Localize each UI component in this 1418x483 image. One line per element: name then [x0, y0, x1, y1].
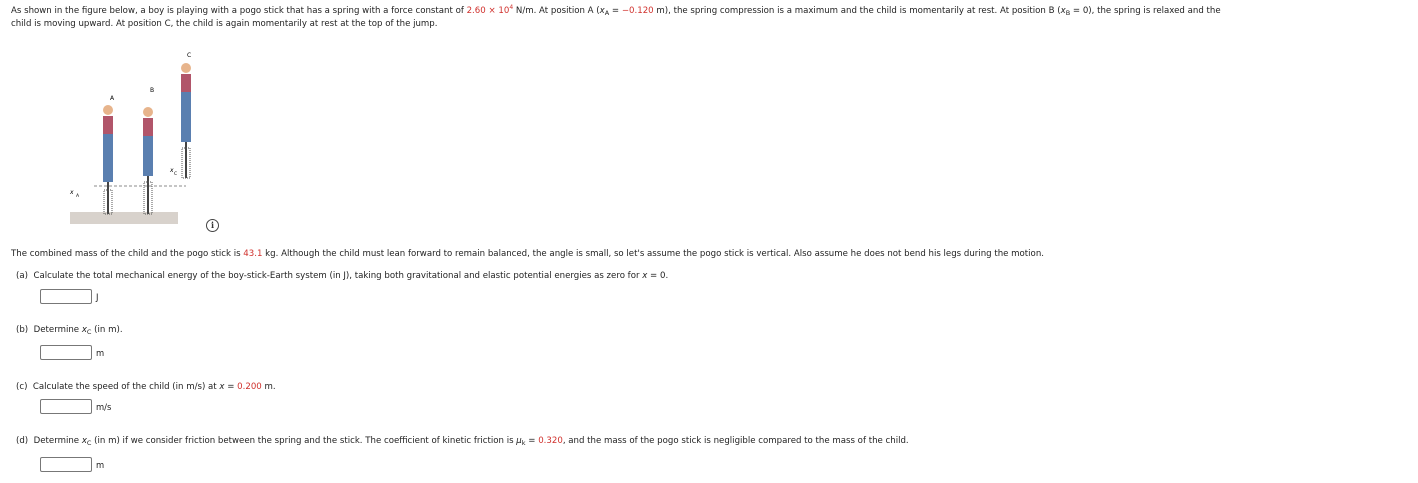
- question-d: (d) Determine $x_C$ (in m) if we consider friction between the spring and the stick. The coefficient of kinetic friction is $\mu_k = 0.320$, and the mass of the pogo stick is negligible compared to the mass of the child.: [16, 436, 909, 447]
- label-c: C: [187, 52, 192, 59]
- answer-a-unit: J: [96, 291, 99, 302]
- label-xa-sub: A: [76, 194, 80, 199]
- friction-value: 0.320: [538, 436, 563, 446]
- pogo-stick-figure: [66, 48, 238, 234]
- label-b: B: [150, 87, 155, 94]
- answer-a: [40, 289, 98, 304]
- answer-d-unit: m: [96, 459, 105, 470]
- answer-a-input[interactable]: [40, 289, 92, 304]
- boy-position-a: [103, 105, 113, 214]
- intro-line-1: As shown in the figure below, a boy is playing with a pogo stick that has a spring with a force constant of $2.60 \times 10^4$ N/m. At position A ($x_A = -0.120$ m), the spring compression is a maximum and the child is momentarily at rest. At position B $(x_B = 0)$, the spring is relaxed and the: [11, 4, 1221, 17]
- answer-b-input[interactable]: [40, 345, 92, 360]
- info-icon[interactable]: i: [206, 219, 219, 232]
- answer-b: [40, 345, 104, 360]
- position-value: 0.200: [237, 382, 262, 392]
- label-xc: x: [170, 167, 174, 174]
- answer-d-input[interactable]: [40, 457, 92, 472]
- answer-c: [40, 399, 111, 414]
- spring-constant-value: $2.60 \times 10^4$: [466, 4, 514, 16]
- answer-c-unit: m/s: [96, 401, 112, 412]
- boy-position-b: [143, 107, 153, 214]
- mass-value: 43.1: [243, 249, 263, 259]
- ground: [70, 212, 178, 224]
- label-xc-sub: C: [174, 172, 178, 177]
- answer-b-unit: m: [96, 347, 105, 358]
- intro-line-2: child is moving upward. At position C, the child is again momentarily at rest at the top of the jump.: [11, 19, 438, 29]
- question-a: (a) Calculate the total mechanical energy of the boy-stick-Earth system (in J), taking both gravitational and elastic potential energies as zero for x = 0.: [16, 271, 669, 281]
- question-b: (b) Determine $x_C$ (in m).: [16, 325, 123, 336]
- xa-value: −0.120: [621, 6, 654, 16]
- answer-d: [40, 457, 104, 472]
- question-c: (c) Calculate the speed of the child (in m/s) at x = 0.200 m.: [16, 382, 276, 392]
- boy-position-c: [181, 63, 191, 178]
- mass-sentence: The combined mass of the child and the pogo stick is 43.1 kg. Although the child must lean forward to remain balanced, the angle is small, so let's assume the pogo stick is vertical. Also assume he does not bend his legs during the motion.: [11, 249, 1044, 259]
- intro-text: As shown in the figure below, a boy is playing with a pogo stick that has a spring with a force constant of: [11, 6, 467, 16]
- label-xa: x: [70, 189, 74, 196]
- answer-c-input[interactable]: [40, 399, 92, 414]
- label-a: A: [110, 95, 115, 102]
